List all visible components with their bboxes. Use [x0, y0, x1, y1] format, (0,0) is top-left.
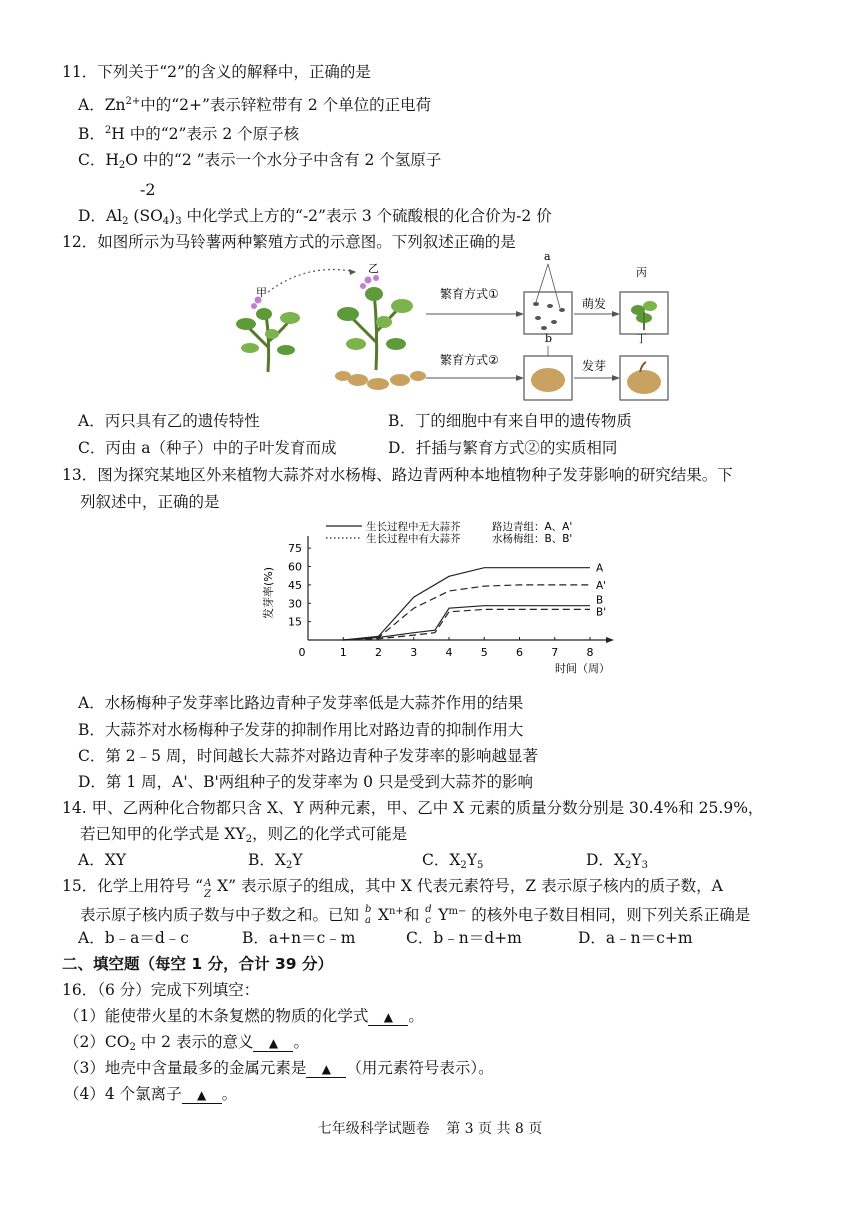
q14-option-d: D．$X_2Y_3$ — [586, 851, 648, 871]
label-a: a — [544, 252, 551, 263]
q15-option-c: C．b﹣n＝d+m — [406, 929, 522, 947]
series-line-Aprime — [343, 585, 590, 640]
legend-group: 路边青组：A、A' — [492, 521, 573, 533]
y-tick-label: 75 — [288, 542, 302, 556]
germination-rate-chart — [262, 520, 642, 680]
series-label: B — [596, 594, 604, 607]
y-axis-label: 发芽率(%) — [262, 566, 275, 619]
q14-option-a: A．XY — [78, 851, 126, 869]
q11-option-a: A．$Zn^{2+}$中的“2+”表示锌粒带有 2 个单位的正电荷 — [78, 96, 432, 114]
q13-option-d: D．第 1 周，A'、B'两组种子的发芽率为 0 只是受到大蒜芥的影响 — [78, 773, 533, 791]
q14-option-b: B．$X_2Y$ — [248, 851, 303, 871]
x-tick-label: 2 — [375, 646, 382, 659]
seed-box — [524, 292, 572, 334]
legend-label: 生长过程中无大蒜芥 — [366, 521, 461, 533]
answer-blank[interactable]: ▲ — [306, 1061, 346, 1078]
answer-blank[interactable]: ▲ — [182, 1087, 222, 1104]
footer-title: 七年级科学试题卷 — [317, 1121, 430, 1137]
q14-option-c: C．$X_2Y_5$ — [422, 851, 484, 871]
footer-page-number: 第 3 页 共 8 页 — [446, 1121, 543, 1137]
q13-stem-line1: 13．图为探究某地区外来植物大蒜芥对水杨梅、路边青两种本地植物种子发芽影响的研究结果。下 — [62, 466, 733, 484]
q12-option-a: A．丙只具有乙的遗传特性 — [78, 412, 260, 430]
section-heading: 二、填空题（每空 1 分，合计 39 分） — [62, 955, 333, 973]
q11-valence-mark: -2 — [140, 180, 156, 199]
nuclide-symbol: A Z — [204, 878, 212, 900]
chart-legend — [326, 520, 572, 545]
q11-option-b: B．$^2$H 中的“2”表示 2 个原子核 — [78, 125, 300, 143]
q16-part2: $(2)CO_2$ 中 2 表示的意义 ▲ 。 — [64, 1033, 309, 1053]
series-label: B' — [596, 606, 607, 619]
x-tick-label: 1 — [339, 646, 347, 659]
q16-part1: （1）能使带火星的木条复燃的物质的化学式 ▲ 。 — [64, 1007, 424, 1025]
q16-stem: 16．（6 分）完成下列填空： — [62, 981, 260, 999]
x-tick-label: 8 — [586, 646, 594, 659]
plant-jia-icon — [236, 297, 300, 373]
q12-stem: 12．如图所示为马铃薯两种繁殖方式的示意图。下列叙述正确的是 — [62, 233, 516, 251]
label-b: b — [545, 332, 553, 345]
q12-option-d: D．扦插与繁育方式②的实质相同 — [388, 439, 618, 457]
label-faya: 发芽 — [582, 359, 607, 373]
q12-option-c: C．丙由 a（种子）中的子叶发育而成 — [78, 439, 337, 457]
q15-option-d: D．a﹣n＝c+m — [578, 929, 693, 947]
series-label: A — [596, 562, 604, 575]
q13-option-a: A．水杨梅种子发芽率比路边青种子发芽率低是大蒜芥作用的结果 — [78, 694, 524, 712]
label-method2: 繁育方式② — [440, 353, 499, 367]
y-tick-label: 15 — [288, 615, 302, 629]
label-method1: 繁育方式① — [440, 287, 499, 301]
q12-option-b: B．丁的细胞中有来自甲的遗传物质 — [388, 412, 632, 430]
q14-stem-line2: 若已知甲的化学式是 $XY_2$，则乙的化学式可能是 — [80, 825, 408, 845]
q11-option-c: C．$H_2O$ 中的“2 ”表示一个水分子中含有 2 个氢原子 — [78, 151, 442, 171]
q13-stem-line2: 列叙述中，正确的是 — [80, 493, 220, 511]
q15-option-a: A．b﹣a＝d﹣c — [78, 929, 189, 947]
answer-blank[interactable]: ▲ — [253, 1035, 293, 1052]
plant-yi-icon — [335, 275, 426, 390]
legend-label: 生长过程中有大蒜芥 — [366, 533, 461, 545]
label-yi: 乙 — [368, 262, 379, 275]
chart-series — [343, 563, 606, 640]
label-mengfa: 萌发 — [582, 297, 607, 311]
y-tick-label: 60 — [288, 560, 302, 574]
page-footer — [0, 1118, 860, 1138]
q13-option-b: B．大蒜芥对水杨梅种子发芽的抑制作用比对路边青的抑制作用大 — [78, 721, 524, 739]
label-bing: 丙 — [636, 266, 647, 279]
x-axis-label: 时间（周） — [555, 662, 610, 675]
x-tick-label: 0 — [298, 646, 306, 659]
x-tick-label: 6 — [516, 646, 523, 659]
pollination-arrow — [268, 270, 356, 293]
series-line-A — [343, 568, 590, 640]
potato-reproduction-figure — [228, 252, 678, 404]
q11-stem: 11．下列关于“2”的含义的解释中，正确的是 — [62, 63, 371, 81]
answer-blank[interactable]: ▲ — [368, 1009, 408, 1026]
q16-part4: （4）4 个氯离子 ▲ 。 — [64, 1085, 238, 1103]
legend-group: 水杨梅组：B、B' — [492, 533, 573, 545]
x-axis-arrow — [606, 637, 614, 643]
x-tick-label: 4 — [445, 646, 453, 659]
label-ding: 丁 — [636, 332, 647, 345]
q15-stem-line1: 15．化学上用符号 “ A Z X” 表示原子的组成，其中 X 代表元素符号，Z 表示原子核内的质子数，A — [62, 877, 723, 900]
x-tick-label: 7 — [551, 646, 559, 659]
q16-part3: （3）地壳中含量最多的金属元素是 ▲ （用元素符号表示）。 — [64, 1059, 494, 1077]
x-tick-label: 5 — [480, 646, 488, 659]
q14-stem-line1: 14. 甲、乙两种化合物都只含 X、Y 两种元素，甲、乙中 X 元素的质量分数分别是 30.4%和 25.9%， — [62, 799, 764, 817]
label-jia: 甲 — [256, 286, 267, 299]
y-tick-label: 45 — [288, 578, 302, 592]
q11-option-d: D．$Al_2$ $(SO_4)_3$ 中化学式上方的“-2”表示 3 个硫酸根的化合价为-2 价 — [78, 207, 552, 227]
x-tick-label: 3 — [410, 646, 418, 659]
y-tick-label: 30 — [288, 597, 302, 611]
q13-option-c: C．第 2﹣5 周，时间越长大蒜芥对路边青种子发芽率的影响越显著 — [78, 747, 538, 765]
q15-option-b: B．a+n＝c﹣m — [242, 929, 356, 947]
series-label: A' — [596, 579, 607, 592]
q15-stem-line2: 表示原子核内质子数与中子数之和。已知 b a $X^{n+}$和 d c $Y^{m-}$ 的核外电子数目相同，则下列关系正确是 — [80, 904, 751, 926]
